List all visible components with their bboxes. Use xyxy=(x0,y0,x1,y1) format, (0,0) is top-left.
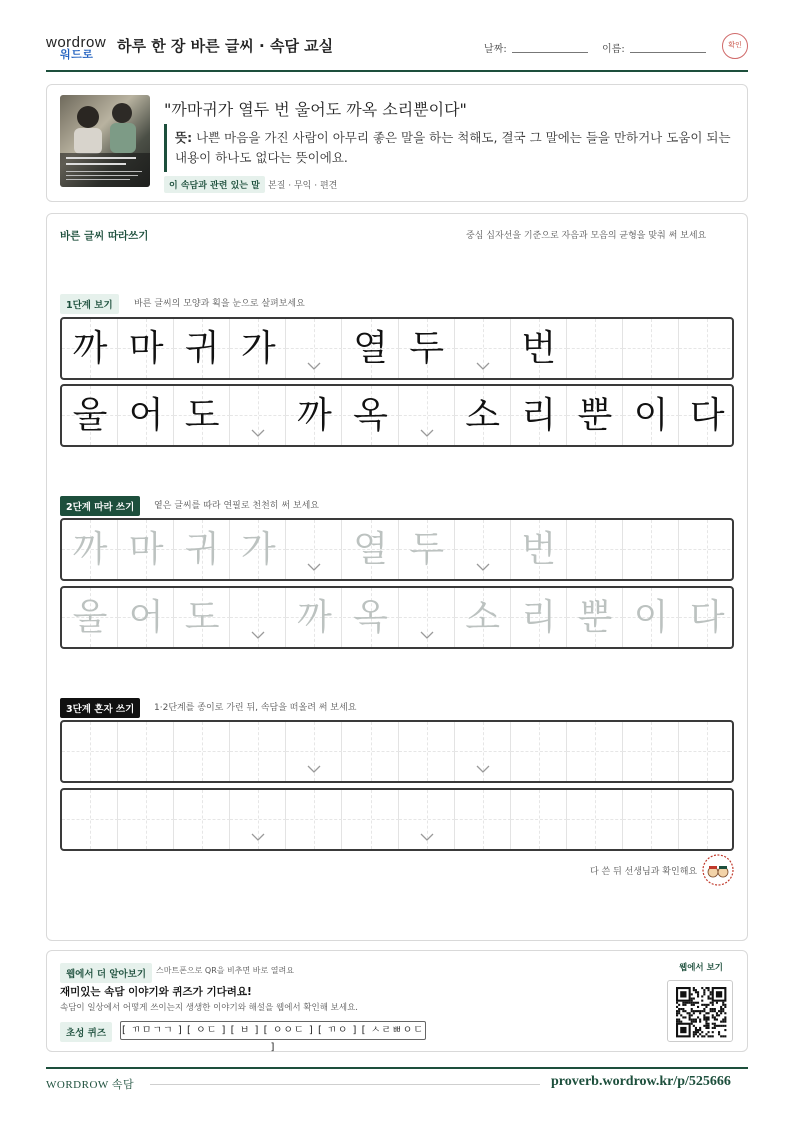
check-stamp: 확인 xyxy=(722,33,748,59)
grid-cell[interactable] xyxy=(230,790,286,849)
grid-cell[interactable] xyxy=(230,588,286,647)
grid-cell[interactable] xyxy=(62,722,118,781)
grid-char: 열 xyxy=(353,529,388,570)
grid-char: 어 xyxy=(128,395,164,436)
grid-cell xyxy=(118,319,174,378)
grid-cell xyxy=(62,319,118,378)
grid-cell[interactable] xyxy=(511,722,567,781)
grid-cell xyxy=(286,386,342,445)
web-tag: 웹에서 더 알아보기 xyxy=(60,963,152,983)
grid-char: 까 xyxy=(297,597,332,638)
space-mark-icon xyxy=(251,628,265,642)
space-mark-icon xyxy=(251,426,265,440)
grid-char: 소 xyxy=(465,395,501,436)
grid-cell[interactable] xyxy=(399,790,455,849)
meaning-accent-bar xyxy=(164,124,167,172)
footer-brand: WORDROW 속담 xyxy=(46,1079,135,1091)
date-label: 날짜: xyxy=(484,44,507,55)
grid-cell[interactable] xyxy=(399,588,455,647)
grid-cell[interactable] xyxy=(343,520,399,579)
grid-char: 열 xyxy=(353,328,388,369)
grid-cell xyxy=(623,386,679,445)
grid-cell[interactable] xyxy=(62,790,118,849)
space-mark-icon xyxy=(476,762,490,776)
grid-cell xyxy=(679,319,734,378)
grid-cell[interactable] xyxy=(511,588,567,647)
grid-cell xyxy=(286,319,342,378)
grid-char: 소 xyxy=(465,597,501,638)
date-field[interactable] xyxy=(512,52,588,53)
grid-cell xyxy=(230,386,286,445)
grid-char: 번 xyxy=(521,328,557,369)
grid-cell[interactable] xyxy=(62,588,118,647)
chosung-quiz: [ ㄲㅁㄱㄱ ] [ ㅇㄷ ] [ ㅂ ] [ ㅇㅇㄷ ] [ ㄲㅇ ] [ ㅅㄹㅃㅇㄷ ] xyxy=(120,1021,426,1040)
grid-cell[interactable] xyxy=(399,520,455,579)
step1-hint: 바른 글씨의 모양과 획을 눈으로 살펴보세요 xyxy=(134,299,305,309)
grid-cell[interactable] xyxy=(623,520,679,579)
grid-char: 다 xyxy=(689,597,725,638)
grid-cell xyxy=(343,386,399,445)
grid-cell[interactable] xyxy=(455,520,511,579)
grid-char: 가 xyxy=(240,529,276,570)
grid-cell[interactable] xyxy=(118,790,174,849)
grid-char: 두 xyxy=(409,328,444,369)
grid-cell xyxy=(343,319,399,378)
grid-char: 울 xyxy=(72,395,108,436)
grid-cell xyxy=(455,386,511,445)
space-mark-icon xyxy=(307,762,321,776)
space-mark-icon xyxy=(476,359,490,373)
grid-char: 이 xyxy=(633,395,669,436)
footer-divider xyxy=(46,1067,748,1069)
grid-cell[interactable] xyxy=(679,722,734,781)
teacher-stamp-icon xyxy=(702,854,734,886)
logo-text: wordrow xyxy=(46,34,107,51)
grid-cell[interactable] xyxy=(62,520,118,579)
grid-char: 까 xyxy=(72,529,108,570)
space-mark-icon xyxy=(420,830,434,844)
step2-label: 2단계 따라 쓰기 xyxy=(60,496,140,516)
grid-char: 두 xyxy=(409,529,444,570)
grid-char: 가 xyxy=(240,328,276,369)
grid-char: 마 xyxy=(128,529,164,570)
grid-char: 옥 xyxy=(353,395,388,436)
grid-cell[interactable] xyxy=(511,790,567,849)
grid-cell[interactable] xyxy=(455,722,511,781)
grid-char: 다 xyxy=(689,395,725,436)
grid-cell xyxy=(567,386,623,445)
step1-row1 xyxy=(60,317,734,380)
grid-cell[interactable] xyxy=(679,588,734,647)
grid-cell[interactable] xyxy=(174,588,230,647)
practice-hint: 중심 십자선을 기준으로 자음과 모음의 균형을 맞춰 써 보세요 xyxy=(466,231,707,241)
grid-char: 귀 xyxy=(184,328,220,369)
proverb-title: "까마귀가 열두 번 울어도 까옥 소리뿐이다" xyxy=(164,100,467,119)
grid-char: 뿐 xyxy=(577,395,613,436)
grid-char: 뿐 xyxy=(577,597,613,638)
grid-cell xyxy=(511,386,567,445)
step3-row1[interactable] xyxy=(60,720,734,783)
web-tag-hint: 스마트폰으로 QR을 비추면 바로 열려요 xyxy=(156,966,294,975)
grid-cell[interactable] xyxy=(174,790,230,849)
grid-cell xyxy=(399,386,455,445)
grid-cell[interactable] xyxy=(343,790,399,849)
footer-url[interactable]: proverb.wordrow.kr/p/525666 xyxy=(551,1074,731,1089)
illustration-image xyxy=(60,95,150,187)
grid-cell[interactable] xyxy=(343,588,399,647)
step3-row2[interactable] xyxy=(60,788,734,851)
qr-code[interactable] xyxy=(667,980,733,1042)
grid-cell xyxy=(455,319,511,378)
grid-cell xyxy=(623,319,679,378)
grid-char: 이 xyxy=(633,597,669,638)
footer-line xyxy=(150,1084,540,1085)
grid-cell[interactable] xyxy=(286,520,342,579)
grid-cell[interactable] xyxy=(567,790,623,849)
grid-char: 어 xyxy=(128,597,164,638)
page-title: 하루 한 장 바른 글씨 · 속담 교실 xyxy=(117,37,334,55)
meaning-text: 나쁜 마음을 가진 사람이 아무리 좋은 말을 하는 척해도, 결국 그 말에는 들을 만하거나 도움이 되는 내용이 하나도 없다는 뜻이에요. xyxy=(175,130,731,165)
logo-sub: 워드로 xyxy=(60,49,94,61)
qr-label: 웹에서 보기 xyxy=(679,963,724,973)
grid-char: 도 xyxy=(184,597,220,638)
practice-title: 바른 글씨 따라쓰기 xyxy=(60,230,149,242)
grid-char: 도 xyxy=(184,395,220,436)
grid-char: 리 xyxy=(521,395,557,436)
meaning-label: 뜻: xyxy=(175,130,193,145)
quiz-label: 초성 퀴즈 xyxy=(60,1022,112,1042)
step1-label: 1단계 보기 xyxy=(60,294,119,314)
check-text: 다 쓴 뒤 선생님과 확인해요 xyxy=(590,867,698,877)
grid-cell xyxy=(679,386,734,445)
grid-cell[interactable] xyxy=(679,790,734,849)
grid-char: 옥 xyxy=(353,597,388,638)
grid-cell xyxy=(399,319,455,378)
grid-cell[interactable] xyxy=(230,520,286,579)
grid-char: 울 xyxy=(72,597,108,638)
grid-cell[interactable] xyxy=(567,520,623,579)
grid-cell xyxy=(118,386,174,445)
related-words: 본질 · 무익 · 편견 xyxy=(268,181,338,191)
grid-cell xyxy=(230,319,286,378)
grid-cell[interactable] xyxy=(118,520,174,579)
grid-cell[interactable] xyxy=(567,588,623,647)
grid-cell[interactable] xyxy=(118,722,174,781)
space-mark-icon xyxy=(420,628,434,642)
grid-cell[interactable] xyxy=(286,722,342,781)
grid-cell[interactable] xyxy=(623,790,679,849)
grid-char: 마 xyxy=(128,328,164,369)
name-label: 이름: xyxy=(602,44,625,55)
grid-cell[interactable] xyxy=(511,520,567,579)
grid-char: 번 xyxy=(521,529,557,570)
grid-cell[interactable] xyxy=(118,588,174,647)
grid-cell xyxy=(567,319,623,378)
wordrow-logo xyxy=(46,34,107,61)
header-divider xyxy=(46,70,748,72)
grid-cell[interactable] xyxy=(230,722,286,781)
grid-cell xyxy=(62,386,118,445)
web-desc: 속담이 일상에서 어떻게 쓰이는지 생생한 이야기와 해설을 웹에서 확인해 보세요. xyxy=(60,1003,358,1013)
space-mark-icon xyxy=(307,560,321,574)
grid-cell xyxy=(174,319,230,378)
space-mark-icon xyxy=(251,830,265,844)
step2-row1[interactable] xyxy=(60,518,734,581)
grid-cell xyxy=(511,319,567,378)
space-mark-icon xyxy=(476,560,490,574)
step2-hint: 옅은 글씨를 따라 연필로 천천히 써 보세요 xyxy=(154,501,319,511)
grid-cell[interactable] xyxy=(174,722,230,781)
grid-cell[interactable] xyxy=(455,790,511,849)
space-mark-icon xyxy=(420,426,434,440)
step1-row2 xyxy=(60,384,734,447)
grid-cell[interactable] xyxy=(399,722,455,781)
web-headline: 재미있는 속담 이야기와 퀴즈가 기다려요! xyxy=(60,986,252,998)
grid-cell[interactable] xyxy=(286,588,342,647)
grid-cell[interactable] xyxy=(623,588,679,647)
step3-label: 3단계 혼자 쓰기 xyxy=(60,698,140,718)
grid-cell[interactable] xyxy=(623,722,679,781)
related-tag: 이 속담과 관련 있는 말 xyxy=(164,176,265,193)
grid-char: 까 xyxy=(72,328,108,369)
grid-cell[interactable] xyxy=(174,520,230,579)
proverb-meaning xyxy=(175,128,735,168)
name-field[interactable] xyxy=(630,52,706,53)
grid-cell[interactable] xyxy=(286,790,342,849)
space-mark-icon xyxy=(307,359,321,373)
grid-cell[interactable] xyxy=(455,588,511,647)
step2-row2[interactable] xyxy=(60,586,734,649)
grid-cell[interactable] xyxy=(679,520,734,579)
grid-cell xyxy=(174,386,230,445)
grid-cell[interactable] xyxy=(567,722,623,781)
grid-char: 리 xyxy=(521,597,557,638)
grid-char: 귀 xyxy=(184,529,220,570)
step3-hint: 1·2단계를 종이로 가린 뒤, 속담을 떠올려 써 보세요 xyxy=(154,703,357,713)
grid-char: 까 xyxy=(297,395,332,436)
grid-cell[interactable] xyxy=(343,722,399,781)
